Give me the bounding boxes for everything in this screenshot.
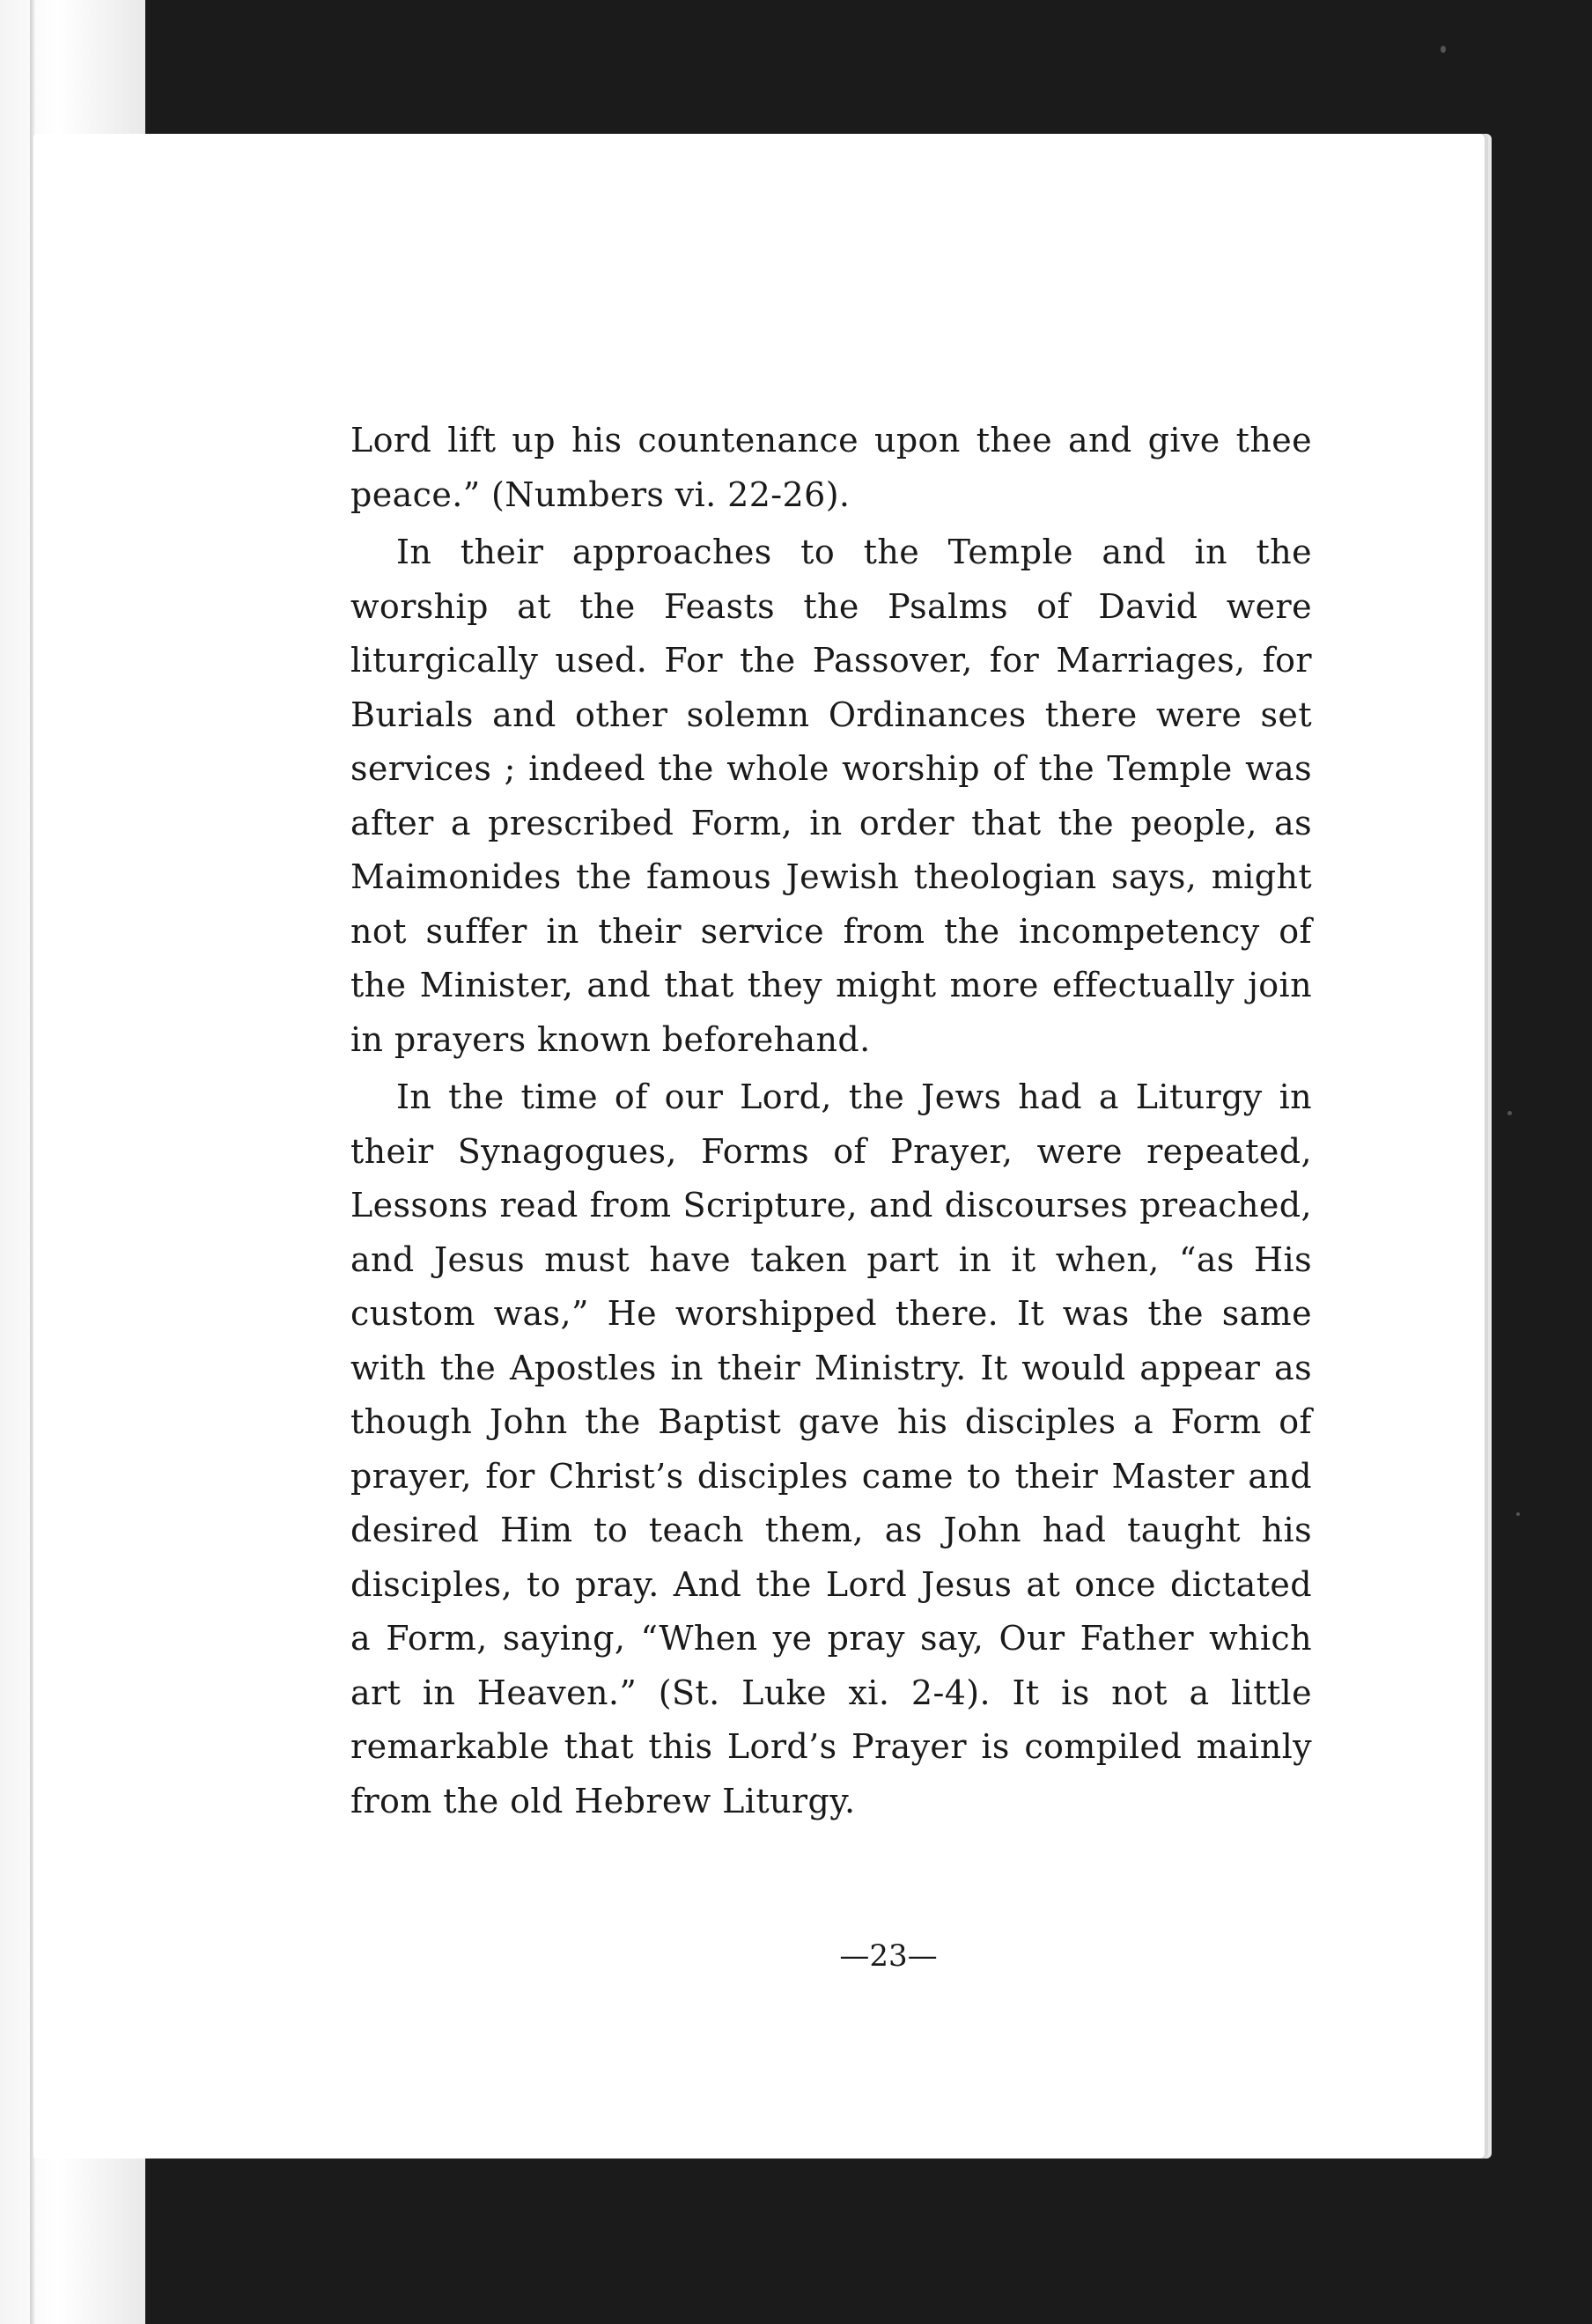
dust-speck xyxy=(1441,46,1446,53)
dust-speck xyxy=(1507,1111,1512,1115)
dust-speck xyxy=(1516,1512,1520,1516)
page-text xyxy=(350,414,1312,1828)
paragraph-1: Lord lift up his countenance upon thee and give thee peace.” (Numbers vi. 22-26). xyxy=(350,421,1312,514)
paragraph-2: In their approaches to the Temple and in the worship at the Feasts the Psalms of David were liturgically used. For the Passover, for Marriages, for Burials and other solemn Ordinances there were set services ; indeed the whole worship of the Temple was after a prescribed Form, in order that the people, as Maimonides the famous Jewish theologian says, might not suffer in their service from the incompetency of the Minister, and that they might more effectually join in prayers known beforehand. xyxy=(350,533,1312,1059)
page-number-label: —23— xyxy=(839,1938,938,1974)
paragraph-3: In the time of our Lord, the Jews had a Liturgy in their Synagogues, Forms of Prayer, were repeated, Lessons read from Scripture, and discourses preached, and Jesus must have taken part in it when, “as His custom was,” He worshipped there. It was the same with the Apostles in their Ministry. It would appear as though John the Baptist gave his disciples a Form of prayer, for Christ’s disciples came to their Master and desired Him to teach them, as John had taught his disciples, to pray. And the Lord Jesus at once dictated a Form, saying, “When ye pray say, Our Father which art in Heaven.” (St. Luke xi. 2-4). It is not a little remarkable that this Lord’s Prayer is compiled mainly from the old Hebrew Liturgy. xyxy=(350,1077,1312,1820)
page-number xyxy=(0,1938,1592,1974)
